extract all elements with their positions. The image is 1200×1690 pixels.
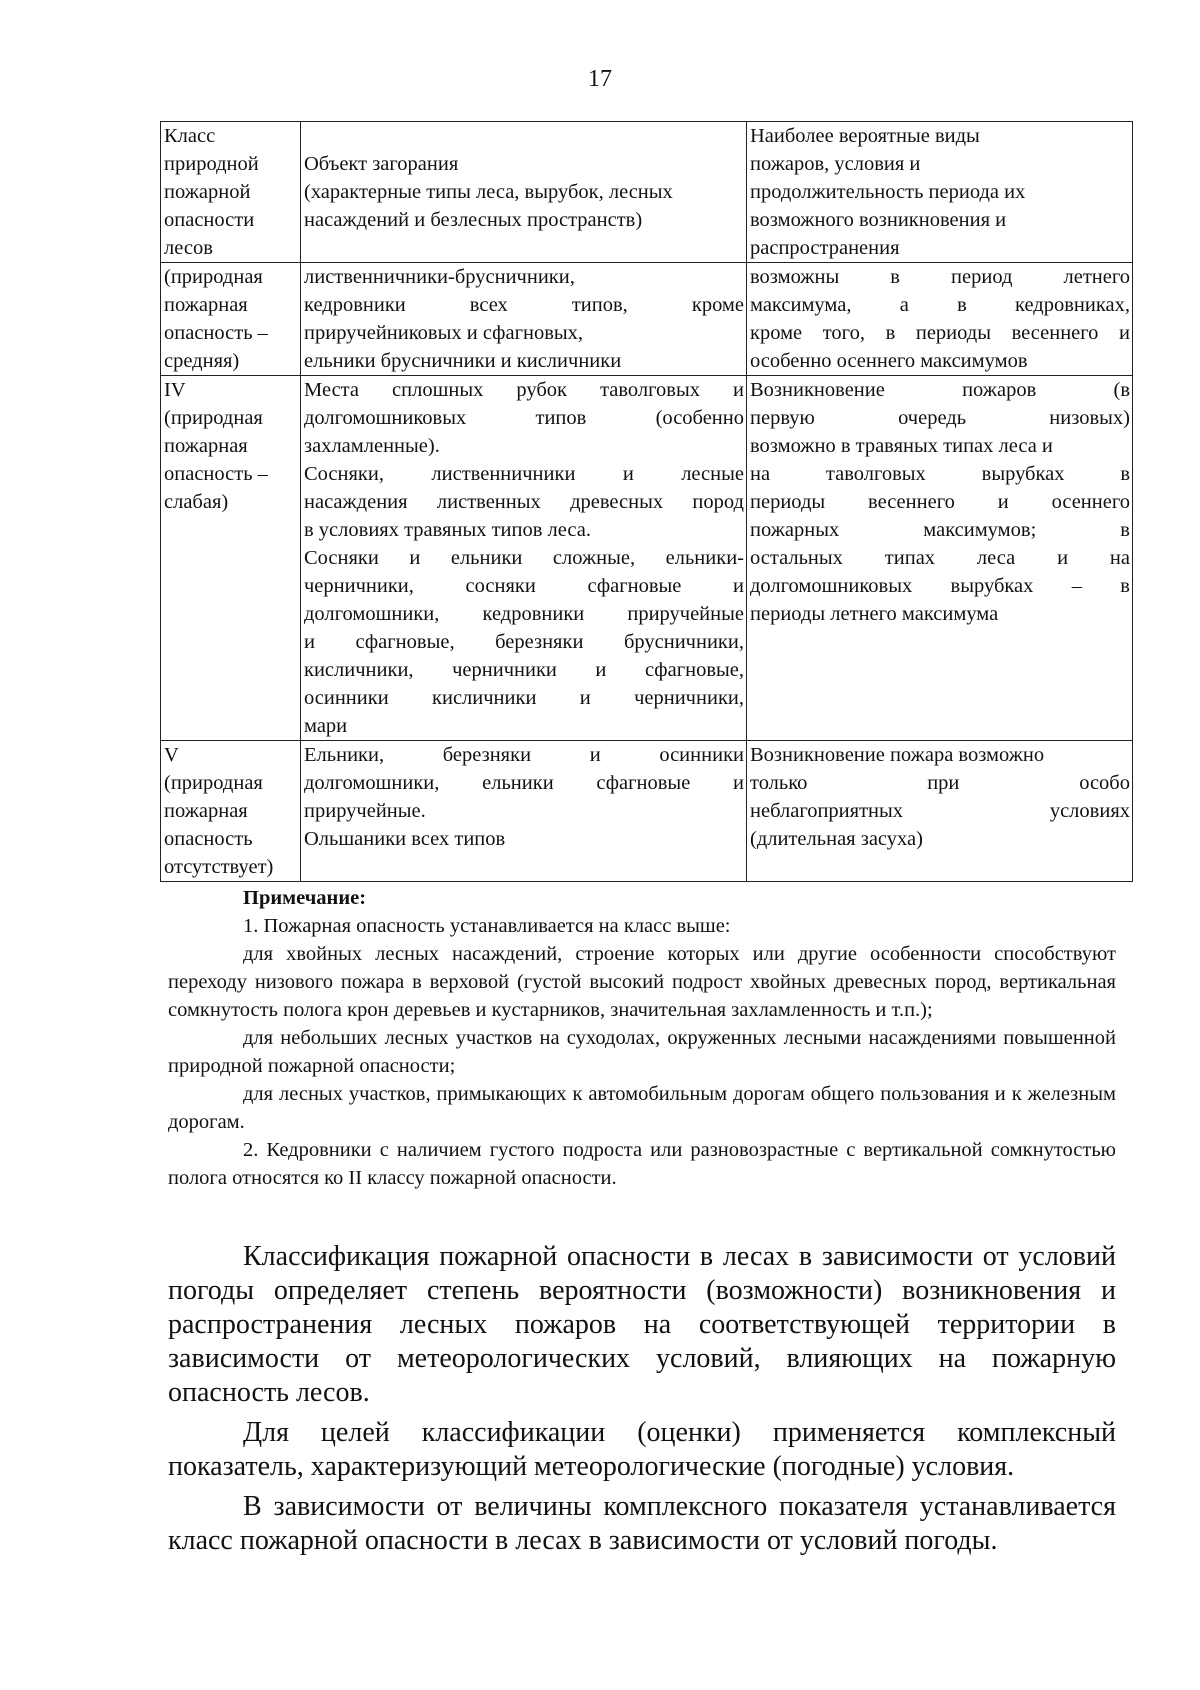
body-text: [168, 1240, 1116, 1564]
page-number: 17: [588, 66, 612, 92]
header-object-cell: [301, 122, 747, 263]
cell-line: захламленные).: [304, 435, 440, 457]
note-paragraph: для лесных участков, примыкающих к автомобильным дорогам общего пользования и к железным дорогам.: [168, 1083, 1116, 1133]
cell-line: пожарная: [164, 800, 248, 822]
body-paragraph: Классификация пожарной опасности в лесах в зависимости от условий погоды определяет степень вероятности (возможности) возникновения и распространения лесных пожаров на соответствующей территории в зависимости от метеорологических условий, влияющих на пожарную опасность лесов.: [168, 1241, 1116, 1408]
cell-line: продолжительность периода их: [750, 181, 1026, 203]
cell-line: (характерные типы леса, вырубок, лесных: [304, 181, 673, 203]
cell-line: Сосняки и ельники сложные, ельники-: [304, 547, 744, 569]
cell-line: долгомошники, кедровники приручейные: [304, 603, 744, 625]
row-class-cell: [161, 263, 301, 376]
cell-line: осинники кисличники и черничники,: [304, 687, 744, 709]
row-object-cell: [301, 741, 747, 882]
cell-line: долгомошниковых типов (особенно: [304, 407, 744, 429]
row-object-cell: [301, 263, 747, 376]
row-fire-types-cell: [747, 376, 1133, 741]
cell-line: насаждения лиственных древесных пород: [304, 491, 744, 513]
cell-line: возможного возникновения и: [750, 209, 1007, 231]
note-item-1: 1. Пожарная опасность устанавливается на класс выше:: [243, 915, 731, 937]
cell-line: Сосняки, лиственничники и лесные: [304, 463, 744, 485]
cell-line: лиственничники-брусничники,: [304, 266, 575, 288]
cell-line: опасности: [164, 209, 255, 231]
cell-line: (природная: [164, 266, 263, 288]
cell-line: (длительная засуха): [750, 828, 923, 850]
cell-line: остальных типах леса и на: [750, 547, 1130, 569]
cell-line: Места сплошных рубок таволговых и: [304, 379, 744, 401]
cell-line: Возникновение пожаров (в: [750, 379, 1130, 401]
cell-line: насаждений и безлесных пространств): [304, 209, 643, 231]
cell-line: Класс: [164, 125, 216, 147]
cell-line: опасность: [164, 828, 253, 850]
row-object-cell: [301, 376, 747, 741]
note-block: [168, 884, 1116, 1192]
cell-line: Ельники, березняки и осинники: [304, 744, 744, 766]
cell-line: долгомошниковых вырубках – в: [750, 575, 1130, 597]
cell-line: слабая): [164, 491, 229, 513]
cell-line: Возникновение пожара возможно: [750, 744, 1045, 766]
cell-line: пожарная: [164, 294, 248, 316]
table-row: [161, 741, 1133, 882]
cell-line: природной: [164, 153, 259, 175]
body-paragraph: В зависимости от величины комплексного показателя устанавливается класс пожарной опасности в лесах в зависимости от условий погоды.: [168, 1491, 1116, 1556]
row-class-cell: [161, 741, 301, 882]
cell-line: возможно в травяных типах леса и: [750, 435, 1053, 457]
row-fire-types-cell: [747, 263, 1133, 376]
cell-line: IV: [164, 379, 186, 401]
cell-line: ельники брусничники и кисличники: [304, 350, 622, 372]
row-class-cell: [161, 376, 301, 741]
cell-line: и сфагновые, березняки брусничники,: [304, 631, 744, 653]
cell-line: только при особо: [750, 772, 1130, 794]
cell-line: на таволговых вырубках в: [750, 463, 1130, 485]
cell-line: Объект загорания: [304, 153, 459, 175]
cell-line: пожарных максимумов; в: [750, 519, 1130, 541]
cell-line: периоды весеннего и осеннего: [750, 491, 1130, 513]
cell-line: (природная: [164, 407, 263, 429]
cell-line: первую очередь низовых): [750, 407, 1130, 429]
cell-line: приручейные.: [304, 800, 426, 822]
cell-line: пожарная: [164, 435, 248, 457]
fire-danger-table: [160, 121, 1133, 882]
cell-line: кедровники всех типов, кроме: [304, 294, 744, 316]
note-item-2: 2. Кедровники с наличием густого подроста или разновозрастные с вертикальной сомкнутостью полога относятся ко II классу пожарной опасности.: [168, 1139, 1116, 1189]
cell-line: V: [164, 744, 179, 766]
cell-line: опасность –: [164, 463, 268, 485]
table-header-row: [161, 122, 1133, 263]
cell-line: кроме того, в периоды весеннего и: [750, 322, 1130, 344]
header-fire-types-cell: [747, 122, 1133, 263]
cell-line: черничники, сосняки сфагновые и: [304, 575, 744, 597]
row-fire-types-cell: [747, 741, 1133, 882]
table-row: [161, 376, 1133, 741]
cell-line: в условиях травяных типов леса.: [304, 519, 591, 541]
cell-line: возможны в период летнего: [750, 266, 1130, 288]
cell-line: мари: [304, 715, 348, 737]
cell-line: особенно осеннего максимумов: [750, 350, 1028, 372]
header-class-cell: [161, 122, 301, 263]
cell-line: распространения: [750, 237, 900, 259]
cell-line: кисличники, черничники и сфагновые,: [304, 659, 744, 681]
cell-line: пожаров, условия и: [750, 153, 921, 175]
cell-line: лесов: [164, 237, 213, 259]
cell-line: периоды летнего максимума: [750, 603, 999, 625]
cell-line: средняя): [164, 350, 240, 372]
cell-line: максимума, а в кедровниках,: [750, 294, 1130, 316]
cell-line: отсутствует): [164, 856, 274, 878]
cell-line: неблагоприятных условиях: [750, 800, 1130, 822]
cell-line: (природная: [164, 772, 263, 794]
cell-line: долгомошники, ельники сфагновые и: [304, 772, 744, 794]
cell-line: опасность –: [164, 322, 268, 344]
cell-line: приручейниковых и сфагновых,: [304, 322, 584, 344]
table-row: [161, 263, 1133, 376]
note-paragraph: для хвойных лесных насаждений, строение которых или другие особенности способствуют переходу низового пожара в верховой (густой высокий подрост хвойных древесных пород, вертикальная сомкнутость полога крон деревьев и кустарников, значительная захламленность и т.п.);: [168, 943, 1116, 1021]
note-paragraph: для небольших лесных участков на суходолах, окруженных лесными насаждениями повышенной природной пожарной опасности;: [168, 1027, 1116, 1077]
body-paragraph: Для целей классификации (оценки) применяется комплексный показатель, характеризующий метеорологические (погодные) условия.: [168, 1417, 1116, 1482]
cell-line: Наиболее вероятные виды: [750, 125, 980, 147]
cell-line: пожарной: [164, 181, 251, 203]
note-title: Примечание:: [243, 887, 367, 909]
cell-line: Ольшаники всех типов: [304, 828, 506, 850]
